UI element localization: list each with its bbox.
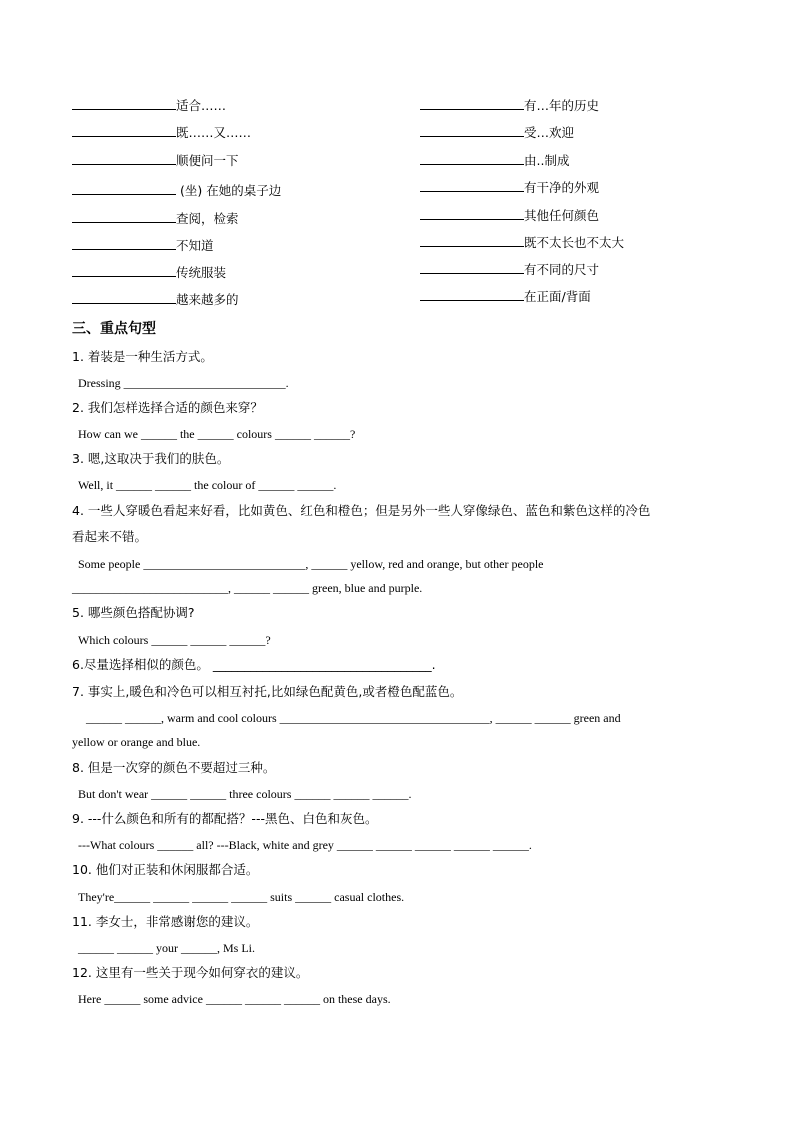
answer-blank[interactable] — [420, 95, 524, 110]
sentence-8-en[interactable]: But don't wear ______ ______ three colours ______ ______ ______. — [78, 787, 412, 801]
sentence-3-en[interactable]: Well, it ______ ______ the colour of ______ ______. — [78, 478, 337, 492]
sentence-7-cn: 7. 事实上,暖色和冷色可以相互衬托,比如绿色配黄色,或者橙色配蓝色。 — [72, 684, 463, 699]
sentence-5-cn: 5. 哪些颜色搭配协调? — [72, 605, 195, 620]
phrase-left-6: 不知道 — [72, 235, 214, 256]
sentence-9-cn: 9. ---什么颜色和所有的都配搭？---黑色、白色和灰色。 — [72, 811, 378, 826]
sentence-11-en[interactable]: ______ ______ your ______, Ms Li. — [78, 941, 255, 955]
sentence-12-cn: 12. 这里有一些关于现今如何穿衣的建议。 — [72, 965, 309, 980]
answer-blank[interactable] — [420, 150, 524, 165]
phrase-left-2: 既……又…… — [72, 122, 251, 143]
phrase-left-8: 越来越多的 — [72, 289, 239, 310]
phrase-left-5: 查阅，检索 — [72, 208, 239, 229]
answer-blank[interactable] — [420, 122, 524, 137]
phrase-right-7: 有不同的尺寸 — [420, 259, 599, 280]
sentence-10-cn: 10. 他们对正装和休闲服都合适。 — [72, 862, 259, 877]
answer-blank[interactable] — [72, 289, 176, 304]
answer-blank[interactable] — [420, 177, 524, 192]
answer-blank[interactable] — [72, 122, 176, 137]
phrase-right-5: 其他任何颜色 — [420, 205, 599, 226]
sentence-8-cn: 8. 但是一次穿的颜色不要超过三种。 — [72, 760, 276, 775]
sentence-4-cn-cont: 看起来不错。 — [72, 529, 148, 544]
section-title: 三、重点句型 — [72, 321, 156, 337]
sentence-2-en[interactable]: How can we ______ the ______ colours ______ ______? — [78, 427, 356, 441]
sentence-11-cn: 11. 李女士，非常感谢您的建议。 — [72, 914, 259, 929]
answer-blank[interactable] — [72, 180, 176, 195]
answer-blank[interactable] — [420, 205, 524, 220]
phrase-right-4: 有干净的外观 — [420, 177, 599, 198]
sentence-9-en[interactable]: ---What colours ______ all? ---Black, white and grey ______ ______ ______ ______ ______. — [78, 838, 532, 852]
sentence-5-en[interactable]: Which colours ______ ______ ______? — [78, 633, 271, 647]
phrase-left-3: 顺便问一下 — [72, 150, 239, 171]
phrase-left-1: 适合…… — [72, 95, 226, 116]
phrase-right-6: 既不太长也不太大 — [420, 232, 624, 253]
sentence-4-en-cont[interactable]: __________________________, ______ ______ green, blue and purple. — [72, 581, 423, 595]
sentence-1-cn: 1. 着装是一种生活方式。 — [72, 349, 213, 364]
answer-blank[interactable] — [72, 150, 176, 165]
phrase-left-4: (坐) 在她的桌子边 — [72, 180, 281, 201]
sentence-4-en[interactable]: Some people ___________________________, ______ yellow, red and orange, but other people — [78, 557, 544, 571]
sentence-12-en[interactable]: Here ______ some advice ______ ______ ______ on these days. — [78, 992, 391, 1006]
phrase-right-8: 在正面/背面 — [420, 286, 591, 307]
phrase-right-2: 受…欢迎 — [420, 122, 574, 143]
answer-blank[interactable] — [420, 286, 524, 301]
answer-blank[interactable] — [72, 208, 176, 223]
phrase-left-7: 传统服装 — [72, 262, 226, 283]
answer-blank[interactable] — [420, 259, 524, 274]
sentence-7-en-cont: yellow or orange and blue. — [72, 735, 201, 749]
sentence-3-cn: 3. 嗯,这取决于我们的肤色。 — [72, 451, 230, 466]
phrase-right-3: 由..制成 — [420, 150, 569, 171]
answer-blank[interactable] — [420, 232, 524, 247]
sentence-1-en[interactable]: Dressing ___________________________. — [78, 376, 289, 390]
sentence-10-en[interactable]: They're______ ______ ______ ______ suits ______ casual clothes. — [78, 890, 405, 904]
sentence-2-cn: 2. 我们怎样选择合适的颜色来穿？ — [72, 400, 263, 415]
answer-blank[interactable] — [72, 235, 176, 250]
phrase-right-1: 有…年的历史 — [420, 95, 599, 116]
answer-blank[interactable] — [72, 262, 176, 277]
sentence-6[interactable]: 6.尽量选择相似的颜色。 ___________________________________. — [72, 657, 436, 672]
answer-blank[interactable] — [72, 95, 176, 110]
sentence-4-cn: 4. 一些人穿暖色看起来好看，比如黄色、红色和橙色；但是另外一些人穿像绿色、蓝色和紫色这样的冷色 — [72, 503, 651, 518]
sentence-7-en[interactable]: ______ ______, warm and cool colours ___________________________________, ______ ______ green and — [86, 711, 621, 725]
